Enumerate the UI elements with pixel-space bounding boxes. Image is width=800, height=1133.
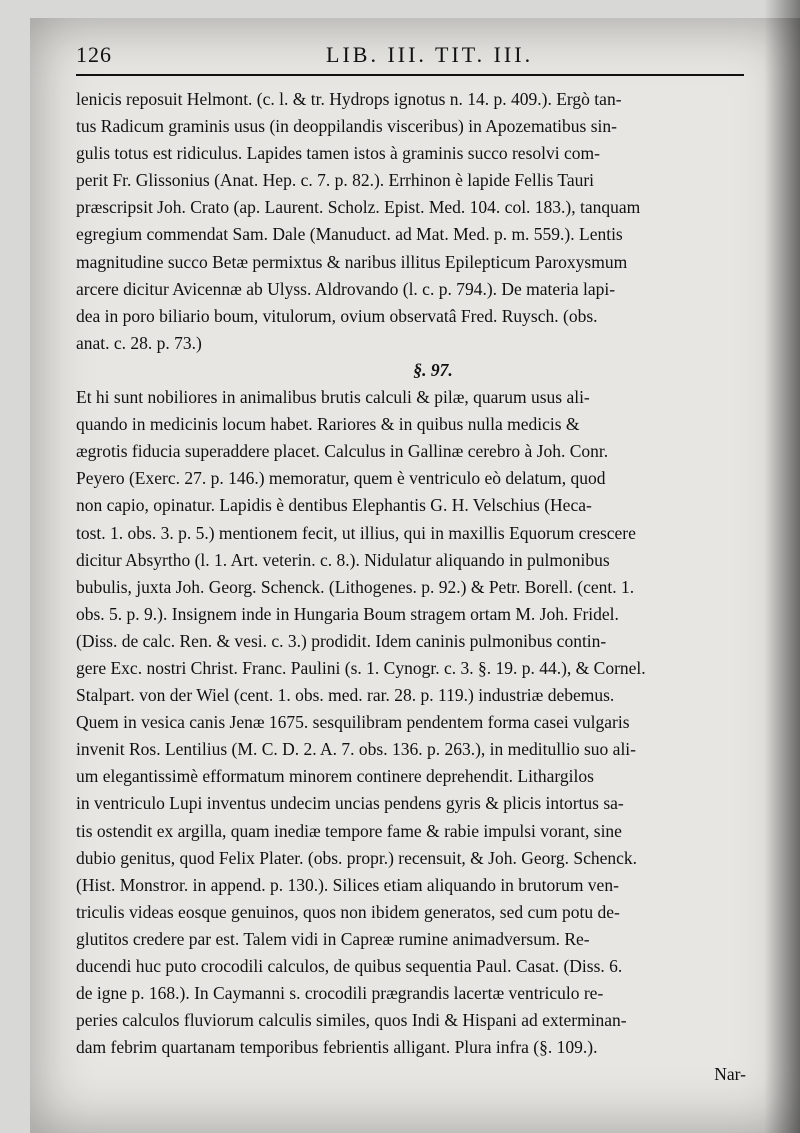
text-line: bubulis, juxta Joh. Georg. Schenck. (Lithogenes. p. 92.) & Petr. Borell. (cent. 1. bbox=[76, 576, 635, 597]
text-line: peries calculos fluviorum calculis similes, quos Indi & Hispani ad exterminan- bbox=[76, 1010, 627, 1031]
text-line: tis ostendit ex argilla, quam inediæ tempore fame & rabie impulsi vorant, sine bbox=[76, 820, 622, 841]
text-line: magnitudine succo Betæ permixtus & naribus illitus Epilepticum Paroxysmum bbox=[76, 251, 628, 272]
text-line: triculis videas eosque genuinos, quos non ibidem generatos, sed cum potu de- bbox=[76, 901, 620, 922]
text-line: anat. c. 28. p. 73.) bbox=[76, 332, 202, 353]
text-line: ægrotis fiducia superaddere placet. Calculus in Gallinæ cerebro à Joh. Conr. bbox=[76, 441, 609, 462]
text-line: arcere dicitur Avicennæ ab Ulyss. Aldrovando (l. c. p. 794.). De materia lapi- bbox=[76, 278, 616, 299]
page-number: 126 bbox=[76, 42, 112, 67]
text-line: (Diss. de calc. Ren. & vesi. c. 3.) prodidit. Idem caninis pulmonibus contin- bbox=[76, 630, 607, 651]
text-line: glutitos credere par est. Talem vidi in Capreæ rumine animadversum. Re- bbox=[76, 928, 590, 949]
text-line: perit Fr. Glissonius (Anat. Hep. c. 7. p. 82.). Errhinon è lapide Fellis Tauri bbox=[76, 170, 595, 191]
page-edge-shadow bbox=[764, 0, 800, 1133]
section-number: §. 97. bbox=[413, 359, 453, 380]
text-line: gulis totus est ridiculus. Lapides tamen istos à graminis succo resolvi com- bbox=[76, 143, 600, 164]
running-head: LIB. III. TIT. III. bbox=[326, 42, 534, 67]
text-line: tost. 1. obs. 3. p. 5.) mentionem fecit, ut illius, qui in maxillis Equorum crescere bbox=[76, 522, 636, 543]
text-line: (Hist. Monstror. in append. p. 130.). Silices etiam aliquando in brutorum ven- bbox=[76, 874, 619, 895]
text-line: um elegantissimè efformatum minorem continere deprehendit. Lithargilos bbox=[76, 766, 594, 787]
text-line: ducendi huc puto crocodili calculos, de quibus sequentia Paul. Casat. (Diss. 6. bbox=[76, 956, 623, 976]
text-line: gere Exc. nostri Christ. Franc. Paulini (s. 1. Cynogr. c. 3. §. 19. p. 44.), & Cornel. bbox=[76, 657, 646, 678]
text-line: obs. 5. p. 9.). Insignem inde in Hungaria Boum stragem ortam M. Joh. Fridel. bbox=[76, 603, 619, 624]
header-rule bbox=[76, 74, 744, 76]
text-line: tus Radicum graminis usus (in deoppilandis visceribus) in Apozematibus sin- bbox=[76, 116, 617, 137]
text-line: Stalpart. von der Wiel (cent. 1. obs. med. rar. 28. p. 119.) industriæ debemus. bbox=[76, 685, 615, 706]
text-line: egregium commendat Sam. Dale (Manuduct. ad Mat. Med. p. m. 559.). Lentis bbox=[76, 224, 623, 245]
catchword: Nar- bbox=[714, 1064, 746, 1085]
text-line: Peyero (Exerc. 27. p. 146.) memoratur, quem è ventriculo eò delatum, quod bbox=[76, 468, 606, 489]
text-line: dubio genitus, quod Felix Plater. (obs. propr.) recensuit, & Joh. Georg. Schenck. bbox=[76, 847, 638, 868]
text-line: Quem in vesica canis Jenæ 1675. sesquilibram pendentem forma casei vulgaris bbox=[76, 712, 630, 733]
text-line: non capio, opinatur. Lapidis è dentibus Elephantis G. H. Velschius (Heca- bbox=[76, 495, 592, 516]
body-text bbox=[76, 86, 750, 1088]
text-line: de igne p. 168.). In Caymanni s. crocodili prægrandis lacertæ ventriculo re- bbox=[76, 983, 604, 1004]
text-line: dea in poro biliario boum, vitulorum, ovium observatâ Fred. Ruysch. (obs. bbox=[76, 305, 598, 326]
text-line: præscripsit Joh. Crato (ap. Laurent. Scholz. Epist. Med. 104. col. 183.), tanquam bbox=[76, 197, 641, 218]
text-line: lenicis reposuit Helmont. (c. l. & tr. Hydrops ignotus n. 14. p. 409.). Ergò tan- bbox=[76, 89, 622, 109]
text-line: invenit Ros. Lentilius (M. C. D. 2. A. 7. obs. 136. p. 263.), in meditullio suo ali- bbox=[76, 739, 636, 760]
text-line: in ventriculo Lupi inventus undecim uncias pendens gyris & plicis intortus sa- bbox=[76, 793, 624, 814]
text-line: quando in medicinis locum habet. Rariores & in quibus nulla medicis & bbox=[76, 414, 580, 435]
page-header bbox=[76, 42, 744, 72]
text-line: dicitur Absyrtho (l. 1. Art. veterin. c. 8.). Nidulatur aliquando in pulmonibus bbox=[76, 549, 610, 570]
text-line: dam febrim quartanam temporibus febrientis alligant. Plura infra (§. 109.). bbox=[76, 1037, 598, 1058]
text-line: Et hi sunt nobiliores in animalibus brutis calculi & pilæ, quarum usus ali- bbox=[76, 387, 590, 408]
